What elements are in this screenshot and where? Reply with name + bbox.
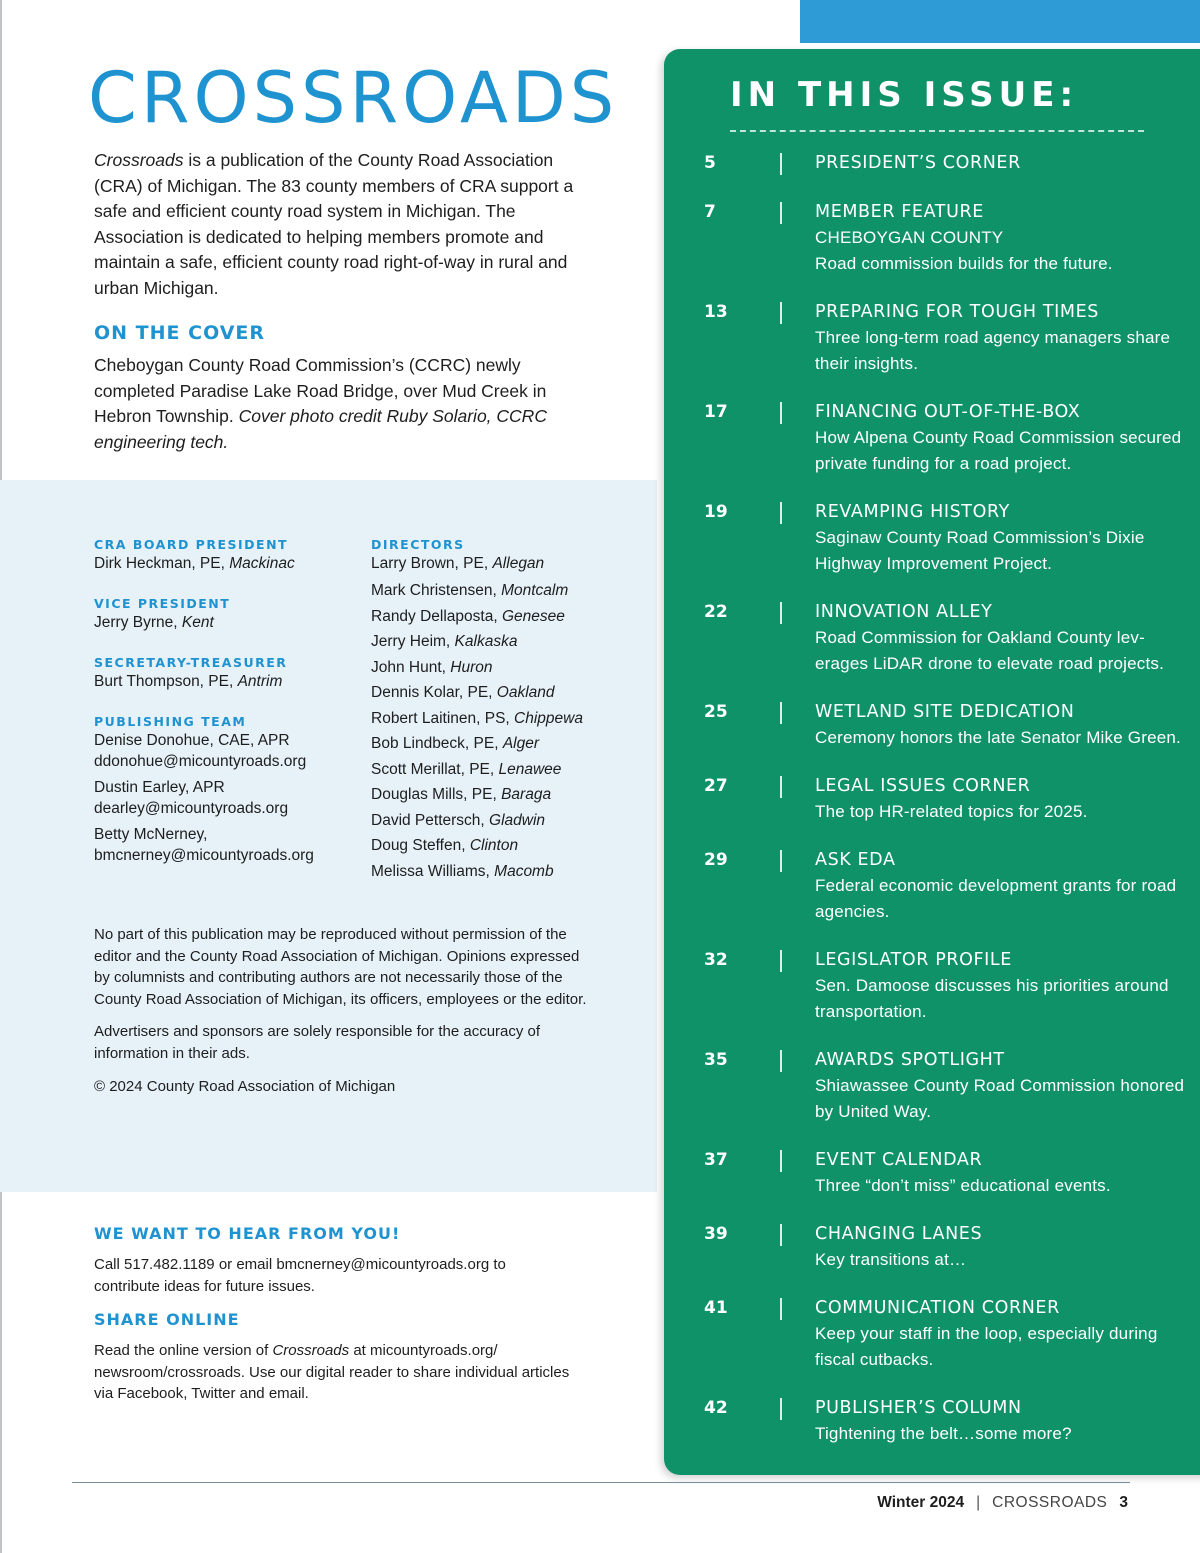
toc-divider-bar [780, 776, 782, 798]
team-member-email[interactable]: bmcnerney@micountyroads.org [94, 847, 314, 864]
share-online-heading: SHARE ONLINE [94, 1310, 240, 1329]
team-member-name: Denise Donohue, CAE, APR [94, 732, 290, 749]
director-item [371, 833, 651, 859]
toc-item-heading: EVENT CALENDAR [815, 1150, 983, 1170]
director-item [371, 808, 651, 834]
toc-divider-bar [780, 602, 782, 624]
toc-item-body [815, 1295, 1195, 1373]
toc-item-description: The top HR-related topics for 2025. [815, 802, 1088, 821]
director-item [371, 655, 651, 681]
toc-divider-bar [780, 1050, 782, 1072]
director-name: Robert Laitinen, PS, [371, 709, 515, 727]
table-of-contents-panel [664, 49, 1200, 1475]
director-name: Melissa Williams, [371, 862, 495, 880]
top-accent-bar [800, 0, 1200, 43]
toc-item-body [815, 1395, 1195, 1447]
footer-divider [72, 1482, 1130, 1483]
toc-item-heading: MEMBER FEATURE [815, 202, 984, 222]
director-county: Macomb [494, 862, 554, 880]
director-name: Mark Christensen, [371, 582, 502, 599]
director-name: Larry Brown, PE, [371, 555, 493, 572]
toc-item-description: Road Commission for Oakland County lev-erages LiDAR drone to elevate road projects. [815, 628, 1164, 673]
toc-page-number: 42 [704, 1398, 728, 1418]
toc-divider-bar [780, 502, 782, 524]
toc-page-number: 35 [704, 1050, 728, 1070]
toc-item-body [815, 1147, 1195, 1199]
toc-item-description: Ceremony honors the late Senator Mike Green. [815, 728, 1181, 747]
team-member [94, 824, 344, 866]
toc-divider-bar [780, 153, 782, 175]
director-county: Genesee [501, 607, 565, 625]
team-member-name: Betty McNerney, [94, 826, 208, 843]
toc-divider-bar [780, 1398, 782, 1420]
cover-text: Cheboygan County Road Commission’s (CCRC) newly completed Paradise Lake Road Bridge, over Mud Creek in Hebron Township. [94, 355, 547, 426]
toc-divider-bar [780, 402, 782, 424]
director-item [371, 757, 651, 783]
share-suffix: at micountyroads.org/ newsroom/crossroads. Use our digital reader to share individual articles via Facebook, Twitter and email. [94, 1342, 570, 1403]
toc-page-number: 37 [704, 1150, 728, 1170]
toc-item-description: Three “don’t miss” educational events. [815, 1176, 1111, 1195]
toc-divider-bar [780, 302, 782, 324]
president-role: CRA BOARD PRESIDENT [94, 537, 289, 552]
toc-divider-bar [780, 702, 782, 724]
toc-item-body [815, 847, 1195, 925]
president-name [94, 553, 344, 574]
toc-item-body [815, 299, 1195, 377]
team-member-email[interactable]: ddonohue@micountyroads.org [94, 753, 307, 770]
toc-page-number: 27 [704, 776, 728, 796]
toc-page-number: 41 [704, 1298, 728, 1318]
vice-president-role: VICE PRESIDENT [94, 596, 231, 611]
share-publication-name: Crossroads [272, 1342, 350, 1359]
toc-item-heading: COMMUNICATION CORNER [815, 1298, 1060, 1318]
directors-role: DIRECTORS [371, 537, 465, 552]
toc-item-heading: REVAMPING HISTORY [815, 502, 1010, 522]
director-name: Bob Lindbeck, PE, [371, 735, 503, 752]
toc-item-heading: PRESIDENT’S CORNER [815, 153, 1021, 173]
footer-magazine-name: CROSSROADS [992, 1494, 1108, 1511]
vp-person: Jerry Byrne, [94, 614, 182, 631]
toc-page-number: 29 [704, 850, 728, 870]
cover-photo-credit: Cover photo credit Ruby Solario, CCRC engineering tech. [94, 406, 547, 452]
toc-item-body [815, 947, 1195, 1025]
toc-divider-bar [780, 202, 782, 224]
director-county: Kalkaska [454, 633, 518, 650]
director-name: Dennis Kolar, PE, [371, 684, 497, 701]
toc-item-description: Three long-term road agency managers share their insights. [815, 328, 1171, 373]
vp-county: Kent [181, 614, 214, 631]
toc-item-body [815, 1047, 1195, 1125]
director-item [371, 680, 651, 706]
toc-page-number: 32 [704, 950, 728, 970]
director-name: Douglas Mills, PE, [371, 786, 502, 803]
footer-issue: Winter 2024 [877, 1494, 965, 1511]
toc-item-heading: AWARDS SPOTLIGHT [815, 1050, 1005, 1070]
toc-item-heading: INNOVATION ALLEY [815, 602, 993, 622]
page-footer [877, 1494, 1128, 1512]
toc-page-number: 7 [704, 202, 716, 222]
team-member [94, 777, 344, 819]
toc-item-description: Saginaw County Road Commission’s Dixie Highway Improvement Project. [815, 528, 1145, 573]
director-name: Scott Merillat, PE, [371, 760, 499, 778]
sec-county: Antrim [237, 673, 283, 690]
hear-from-you-heading: WE WANT TO HEAR FROM YOU! [94, 1224, 401, 1243]
director-name: Randy Dellaposta, [371, 607, 502, 625]
director-name: Jerry Heim, [371, 633, 455, 650]
board-officers [94, 537, 344, 888]
director-item [371, 731, 651, 757]
director-county: Lenawee [498, 760, 562, 778]
director-county: Chippewa [514, 709, 583, 727]
toc-item-description: Federal economic development grants for road agencies. [815, 876, 1177, 921]
toc-item-description: Key transitions at… [815, 1250, 967, 1269]
director-county: Clinton [469, 837, 519, 854]
director-item [371, 578, 651, 604]
intro-text: is a publication of the County Road Association (CRA) of Michigan. The 83 county members of CRA support a safe and efficient county road system in Michigan. The Association is dedicated to helping members promote and maintain a safe, efficient county road right-of-way in rural and urban Michigan. [94, 150, 574, 298]
toc-page-number: 39 [704, 1224, 728, 1244]
intro-paragraph [94, 148, 604, 301]
toc-item-body [815, 150, 1195, 176]
president-person: Dirk Heckman, PE, [94, 555, 230, 572]
director-item [371, 859, 651, 885]
toc-item-heading: FINANCING OUT-OF-THE-BOX [815, 402, 1081, 422]
toc-item-description: Tightening the belt…some more? [815, 1424, 1072, 1443]
footer-separator: | [976, 1494, 981, 1511]
toc-item-body [815, 699, 1195, 751]
toc-divider-bar [780, 1298, 782, 1320]
share-prefix: Read the online version of [94, 1342, 273, 1359]
secretary-treasurer-name [94, 671, 344, 692]
toc-page-number: 22 [704, 602, 728, 622]
toc-item-description: Keep your staff in the loop, especially during fiscal cutbacks. [815, 1324, 1158, 1369]
toc-page-number: 5 [704, 153, 716, 173]
footer-page-number: 3 [1119, 1494, 1128, 1511]
toc-item-description: Sen. Damoose discusses his priorities around transportation. [815, 976, 1169, 1021]
director-item [371, 629, 651, 655]
publishing-team-role: PUBLISHING TEAM [94, 714, 247, 729]
share-online-text [94, 1340, 574, 1405]
toc-item-body [815, 399, 1195, 477]
secretary-treasurer-role: SECRETARY-TREASURER [94, 655, 288, 670]
masthead-title: CROSSROADS [88, 57, 619, 139]
director-name: Doug Steffen, [371, 837, 470, 854]
director-county: Allegan [492, 555, 545, 572]
directors-list [371, 537, 651, 884]
director-county: Baraga [501, 786, 552, 803]
director-county: Alger [502, 735, 540, 752]
toc-item-body [815, 499, 1195, 577]
toc-item-body [815, 1221, 1195, 1273]
toc-divider-bar [780, 1224, 782, 1246]
toc-divider-bar [780, 1150, 782, 1172]
legal-notice [94, 924, 594, 1108]
toc-item-heading: LEGISLATOR PROFILE [815, 950, 1012, 970]
team-member [94, 730, 344, 772]
president-county: Mackinac [229, 555, 295, 572]
toc-item-heading: PREPARING FOR TOUGH TIMES [815, 302, 1099, 322]
cover-description [94, 353, 574, 455]
cover-heading: ON THE COVER [94, 322, 266, 344]
toc-item-heading: CHANGING LANES [815, 1224, 983, 1244]
toc-title: IN THIS ISSUE: [730, 75, 1079, 115]
director-county: Gladwin [489, 811, 546, 829]
toc-item-heading: PUBLISHER’S COLUMN [815, 1398, 1022, 1418]
director-item [371, 553, 651, 574]
team-member-email[interactable]: dearley@micountyroads.org [94, 800, 289, 817]
toc-item-body [815, 773, 1195, 825]
director-name: John Hunt, [371, 658, 451, 676]
director-county: Huron [450, 658, 493, 676]
toc-dashed-divider [730, 130, 1144, 132]
team-member-name: Dustin Earley, APR [94, 779, 225, 796]
director-item [371, 706, 651, 732]
legal-reproduction-notice: No part of this publication may be reproduced without permission of the editor and the County Road Association of Michigan. Opinions expressed by columnists and contributing authors are not necessarily those of the County Road Association of Michigan, its officers, employees or the editor. [94, 926, 587, 1008]
toc-item-body [815, 599, 1195, 677]
toc-page-number: 13 [704, 302, 728, 322]
director-item [371, 604, 651, 630]
director-county: Montcalm [501, 582, 569, 599]
toc-item-body [815, 199, 1195, 277]
toc-page-number: 25 [704, 702, 728, 722]
director-item [371, 782, 651, 808]
toc-divider-bar [780, 850, 782, 872]
legal-advertiser-notice: Advertisers and sponsors are solely responsible for the accuracy of information in their ads. [94, 1023, 541, 1062]
toc-item-description: How Alpena County Road Commission secured private funding for a road project. [815, 428, 1182, 473]
toc-item-heading: ASK EDA [815, 850, 896, 870]
toc-divider-bar [780, 950, 782, 972]
sec-person: Burt Thompson, PE, [94, 673, 238, 690]
toc-item-heading: LEGAL ISSUES CORNER [815, 776, 1031, 796]
hear-from-you-text: Call 517.482.1189 or email bmcnerney@micountyroads.org to contribute ideas for future issues. [94, 1256, 506, 1295]
toc-item-description: CHEBOYGAN COUNTY Road commission builds for the future. [815, 228, 1113, 273]
toc-page-number: 19 [704, 502, 728, 522]
toc-page-number: 17 [704, 402, 728, 422]
intro-publication-name: Crossroads [94, 150, 184, 170]
vice-president-name [94, 612, 344, 633]
toc-item-heading: WETLAND SITE DEDICATION [815, 702, 1075, 722]
director-county: Oakland [496, 684, 555, 701]
director-name: David Pettersch, [371, 811, 490, 829]
toc-item-description: Shiawassee County Road Commission honored by United Way. [815, 1076, 1185, 1121]
copyright-notice: © 2024 County Road Association of Michigan [94, 1077, 396, 1095]
